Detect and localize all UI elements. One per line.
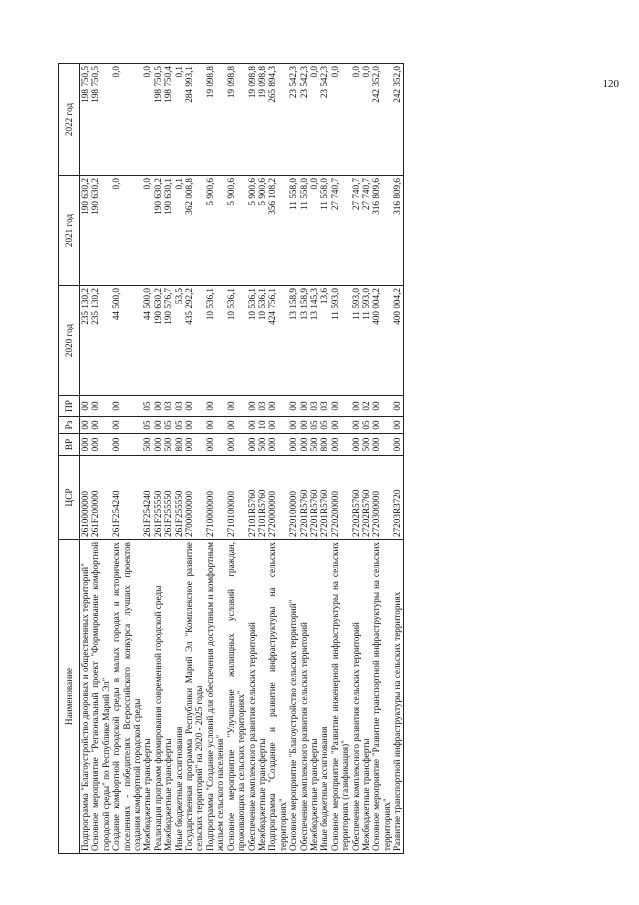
cell-name: Основное мероприятие "Развитие транспортной инфраструктуры на сельских территориях" xyxy=(371,540,392,854)
cell-vr: 800 xyxy=(174,434,184,456)
header-pr: ПР xyxy=(59,396,80,417)
cell-2022: 23 542,3 xyxy=(319,64,329,176)
cell-rz: 00 xyxy=(351,417,361,434)
cell-csr: 2720100000 xyxy=(288,456,298,540)
cell-csr: 2720300000 xyxy=(371,456,392,540)
cell-csr: 2700000000 xyxy=(184,456,205,540)
cell-2020: 13 145,3 xyxy=(309,286,319,396)
cell-vr: 000 xyxy=(111,434,142,456)
cell-rz: 00 xyxy=(80,417,91,434)
table-row xyxy=(361,64,371,854)
table-row xyxy=(288,64,298,854)
cell-rz: 00 xyxy=(371,417,392,434)
cell-pr: 00 xyxy=(392,396,403,417)
cell-2022: 284 993,1 xyxy=(184,64,205,176)
cell-name: Подпрограмма "Благоустройство дворовых и общественных территорий" xyxy=(80,540,91,854)
cell-name: Межбюджетные трансферты xyxy=(309,540,319,854)
cell-2022: 265 894,3 xyxy=(267,64,288,176)
cell-rz: 00 xyxy=(288,417,298,434)
cell-2021: 5 900,6 xyxy=(247,176,257,286)
cell-2020: 424 756,1 xyxy=(267,286,288,396)
cell-pr: 00 xyxy=(226,396,247,417)
cell-csr: 261F255550 xyxy=(163,456,173,540)
cell-rz: 00 xyxy=(153,417,163,434)
cell-pr: 03 xyxy=(174,396,184,417)
cell-rz: 00 xyxy=(299,417,309,434)
cell-rz: 00 xyxy=(90,417,111,434)
cell-2022: 0,0 xyxy=(309,64,319,176)
cell-2022: 0,0 xyxy=(330,64,351,176)
cell-csr: 27101R5760 xyxy=(247,456,257,540)
table-row xyxy=(392,64,403,854)
cell-2020: 13 158,9 xyxy=(288,286,298,396)
cell-csr: 261F254240 xyxy=(111,456,142,540)
cell-name: Реализация программ формирования современной городской среды xyxy=(153,540,163,854)
cell-name: Обеспечение комплексного развития сельских территорий xyxy=(247,540,257,854)
table-row xyxy=(247,64,257,854)
cell-pr: 00 xyxy=(330,396,351,417)
cell-csr: 27201R5760 xyxy=(309,456,319,540)
cell-2021: 190 630,2 xyxy=(80,176,91,286)
cell-vr: 000 xyxy=(299,434,309,456)
cell-2021: 190 630,2 xyxy=(153,176,163,286)
cell-2021: 0,1 xyxy=(174,176,184,286)
cell-rz: 00 xyxy=(226,417,247,434)
cell-csr: 2710100000 xyxy=(226,456,247,540)
cell-pr: 00 xyxy=(288,396,298,417)
cell-vr: 000 xyxy=(184,434,205,456)
cell-rz: 05 xyxy=(142,417,152,434)
cell-2021: 11 558,0 xyxy=(288,176,298,286)
cell-2021: 190 630,1 xyxy=(163,176,173,286)
cell-name: Государственная программа Республики Марий Эл "Комплексное развитие сельских территорий" на 2020 - 2025 годы xyxy=(184,540,205,854)
cell-2020: 10 536,1 xyxy=(226,286,247,396)
cell-rz: 00 xyxy=(247,417,257,434)
cell-csr: 27203R3720 xyxy=(392,456,403,540)
cell-vr: 000 xyxy=(288,434,298,456)
cell-vr: 000 xyxy=(330,434,351,456)
cell-pr: 00 xyxy=(351,396,361,417)
cell-2022: 0,1 xyxy=(174,64,184,176)
cell-2022: 242 352,0 xyxy=(371,64,392,176)
cell-pr: 03 xyxy=(163,396,173,417)
header-2021: 2021 год xyxy=(59,176,80,286)
cell-name: Подпрограмма "Создание условий для обеспечения доступным и комфортным жильем сельского населения" xyxy=(205,540,226,854)
cell-rz: 00 xyxy=(392,417,403,434)
cell-csr: 27101R5760 xyxy=(257,456,267,540)
budget-table xyxy=(58,63,404,854)
cell-2021: 190 630,2 xyxy=(90,176,111,286)
table-row xyxy=(142,64,152,854)
cell-rz: 10 xyxy=(257,417,267,434)
cell-name: Развитие транспортной инфраструктуры на сельских территориях xyxy=(392,540,403,854)
cell-csr: 261F254240 xyxy=(142,456,152,540)
cell-2021: 0,0 xyxy=(142,176,152,286)
cell-rz: 05 xyxy=(319,417,329,434)
cell-2022: 19 098,8 xyxy=(257,64,267,176)
cell-2020: 13,6 xyxy=(319,286,329,396)
cell-name: Обеспечение комплексного развития сельских территорий xyxy=(351,540,361,854)
header-csr: ЦСР xyxy=(59,456,80,540)
cell-csr: 27201R5760 xyxy=(319,456,329,540)
cell-pr: 00 xyxy=(80,396,91,417)
table-row xyxy=(163,64,173,854)
cell-2022: 0,0 xyxy=(142,64,152,176)
cell-vr: 500 xyxy=(309,434,319,456)
cell-pr: 05 xyxy=(142,396,152,417)
table-row xyxy=(205,64,226,854)
header-name: Наименование xyxy=(59,540,80,854)
cell-2022: 242 352,0 xyxy=(392,64,403,176)
cell-2020: 235 130,2 xyxy=(80,286,91,396)
cell-2021: 316 809,6 xyxy=(392,176,403,286)
table-row xyxy=(184,64,205,854)
cell-csr: 2720200000 xyxy=(330,456,351,540)
table-row xyxy=(257,64,267,854)
table-row xyxy=(80,64,91,854)
table-row xyxy=(111,64,142,854)
cell-rz: 05 xyxy=(174,417,184,434)
cell-2022: 19 098,8 xyxy=(205,64,226,176)
cell-vr: 000 xyxy=(90,434,111,456)
cell-vr: 800 xyxy=(319,434,329,456)
cell-2021: 0,0 xyxy=(309,176,319,286)
table-row xyxy=(153,64,163,854)
cell-pr: 03 xyxy=(309,396,319,417)
cell-2021: 5 900,6 xyxy=(257,176,267,286)
cell-2022: 0,0 xyxy=(351,64,361,176)
cell-csr: 27202R5760 xyxy=(351,456,361,540)
cell-2022: 198 750,5 xyxy=(90,64,111,176)
cell-pr: 02 xyxy=(361,396,371,417)
cell-vr: 000 xyxy=(247,434,257,456)
cell-2021: 27 740,7 xyxy=(361,176,371,286)
cell-pr: 00 xyxy=(267,396,288,417)
table-body xyxy=(80,64,404,854)
cell-pr: 00 xyxy=(205,396,226,417)
cell-name: Основное мероприятие "Благоустройство сельских территорий" xyxy=(288,540,298,854)
cell-vr: 500 xyxy=(142,434,152,456)
cell-pr: 00 xyxy=(90,396,111,417)
cell-2022: 198 750,4 xyxy=(163,64,173,176)
cell-pr: 03 xyxy=(257,396,267,417)
cell-rz: 00 xyxy=(111,417,142,434)
cell-csr: 27202R5760 xyxy=(361,456,371,540)
header-2020: 2020 год xyxy=(59,286,80,396)
cell-vr: 000 xyxy=(153,434,163,456)
table-row xyxy=(267,64,288,854)
cell-2020: 10 536,1 xyxy=(247,286,257,396)
header-rz: Рз xyxy=(59,417,80,434)
cell-2020: 11 593,0 xyxy=(351,286,361,396)
cell-rz: 00 xyxy=(184,417,205,434)
cell-2022: 23 542,3 xyxy=(288,64,298,176)
cell-vr: 500 xyxy=(361,434,371,456)
table-row xyxy=(90,64,111,854)
cell-2021: 27 740,7 xyxy=(351,176,361,286)
cell-name: Основное мероприятие "Развитие инженерной инфраструктуры на сельских территориях (газификация)" xyxy=(330,540,351,854)
cell-rz: 00 xyxy=(205,417,226,434)
table-row xyxy=(174,64,184,854)
cell-name: Межбюджетные трансферты xyxy=(142,540,152,854)
table-row xyxy=(226,64,247,854)
cell-vr: 000 xyxy=(371,434,392,456)
cell-2020: 235 130,2 xyxy=(90,286,111,396)
cell-2020: 44 500,0 xyxy=(111,286,142,396)
cell-vr: 000 xyxy=(205,434,226,456)
cell-2021: 356 108,2 xyxy=(267,176,288,286)
cell-2020: 10 536,1 xyxy=(205,286,226,396)
cell-vr: 500 xyxy=(257,434,267,456)
cell-rz: 05 xyxy=(361,417,371,434)
cell-2022: 0,0 xyxy=(361,64,371,176)
cell-2020: 10 536,1 xyxy=(257,286,267,396)
cell-name: Подпрограмма "Создание и развитие инфраструктуры на сельских территориях" xyxy=(267,540,288,854)
cell-pr: 00 xyxy=(371,396,392,417)
cell-2020: 44 500,0 xyxy=(142,286,152,396)
page-number: 120 xyxy=(602,78,619,90)
cell-vr: 000 xyxy=(351,434,361,456)
cell-2020: 11 593,0 xyxy=(361,286,371,396)
cell-2022: 19 098,8 xyxy=(247,64,257,176)
cell-2022: 198 750,5 xyxy=(80,64,91,176)
cell-csr: 27201R5760 xyxy=(299,456,309,540)
cell-name: Иные бюджетные ассигнования xyxy=(319,540,329,854)
table-row xyxy=(309,64,319,854)
cell-name: Обеспечение комплексного развития сельских территорий xyxy=(299,540,309,854)
cell-pr: 00 xyxy=(184,396,205,417)
header-vr: ВР xyxy=(59,434,80,456)
cell-vr: 000 xyxy=(80,434,91,456)
cell-2021: 0,0 xyxy=(111,176,142,286)
cell-2020: 11 593,0 xyxy=(330,286,351,396)
cell-2020: 400 004,2 xyxy=(392,286,403,396)
cell-2020: 13 158,9 xyxy=(299,286,309,396)
cell-2022: 0,0 xyxy=(111,64,142,176)
cell-vr: 000 xyxy=(267,434,288,456)
cell-2021: 11 558,0 xyxy=(299,176,309,286)
cell-2020: 190 576,7 xyxy=(163,286,173,396)
cell-name: Межбюджетные трансферты xyxy=(163,540,173,854)
cell-rz: 05 xyxy=(309,417,319,434)
cell-name: Межбюджетные трансферты xyxy=(361,540,371,854)
cell-vr: 500 xyxy=(163,434,173,456)
table-row xyxy=(351,64,361,854)
cell-pr: 00 xyxy=(111,396,142,417)
cell-vr: 000 xyxy=(392,434,403,456)
cell-vr: 000 xyxy=(226,434,247,456)
table-row xyxy=(371,64,392,854)
cell-name: Основное мероприятие "Региональный проект "Формирование комфортной городской среды" по Республике Марий Эл" xyxy=(90,540,111,854)
cell-pr: 00 xyxy=(247,396,257,417)
cell-2021: 5 900,6 xyxy=(205,176,226,286)
cell-2020: 435 292,2 xyxy=(184,286,205,396)
cell-2021: 5 900,6 xyxy=(226,176,247,286)
cell-rz: 00 xyxy=(330,417,351,434)
cell-pr: 03 xyxy=(319,396,329,417)
cell-csr: 2720000000 xyxy=(267,456,288,540)
table-row xyxy=(319,64,329,854)
cell-csr: 261F200000 xyxy=(90,456,111,540)
cell-rz: 00 xyxy=(267,417,288,434)
cell-name: Создание комфортной городской среды в малых городах и исторических поселениях - победителях Всероссийского конкурса лучших проектов создания комфортной городской среды xyxy=(111,540,142,854)
cell-name: Иные бюджетные ассигнования xyxy=(174,540,184,854)
cell-csr: 2710000000 xyxy=(205,456,226,540)
rotated-budget-table-region xyxy=(58,64,590,854)
cell-2022: 23 542,3 xyxy=(299,64,309,176)
cell-name: Межбюджетные трансферты xyxy=(257,540,267,854)
cell-2021: 316 809,6 xyxy=(371,176,392,286)
cell-name: Основное мероприятие "Улучшение жилищных условий граждан, проживающих на сельских территориях" xyxy=(226,540,247,854)
table-row xyxy=(299,64,309,854)
cell-2021: 11 558,0 xyxy=(319,176,329,286)
cell-2021: 27 740,7 xyxy=(330,176,351,286)
cell-csr: 261F255550 xyxy=(153,456,163,540)
header-row xyxy=(59,64,80,854)
cell-2020: 400 004,2 xyxy=(371,286,392,396)
table-row xyxy=(330,64,351,854)
cell-2020: 53,5 xyxy=(174,286,184,396)
cell-rz: 05 xyxy=(163,417,173,434)
cell-2020: 190 630,2 xyxy=(153,286,163,396)
cell-csr: 261F255550 xyxy=(174,456,184,540)
cell-csr: 2610000000 xyxy=(80,456,91,540)
cell-2022: 198 750,5 xyxy=(153,64,163,176)
cell-pr: 00 xyxy=(299,396,309,417)
header-2022: 2022 год xyxy=(59,64,80,176)
cell-2022: 19 098,8 xyxy=(226,64,247,176)
cell-pr: 00 xyxy=(153,396,163,417)
cell-2021: 362 008,8 xyxy=(184,176,205,286)
